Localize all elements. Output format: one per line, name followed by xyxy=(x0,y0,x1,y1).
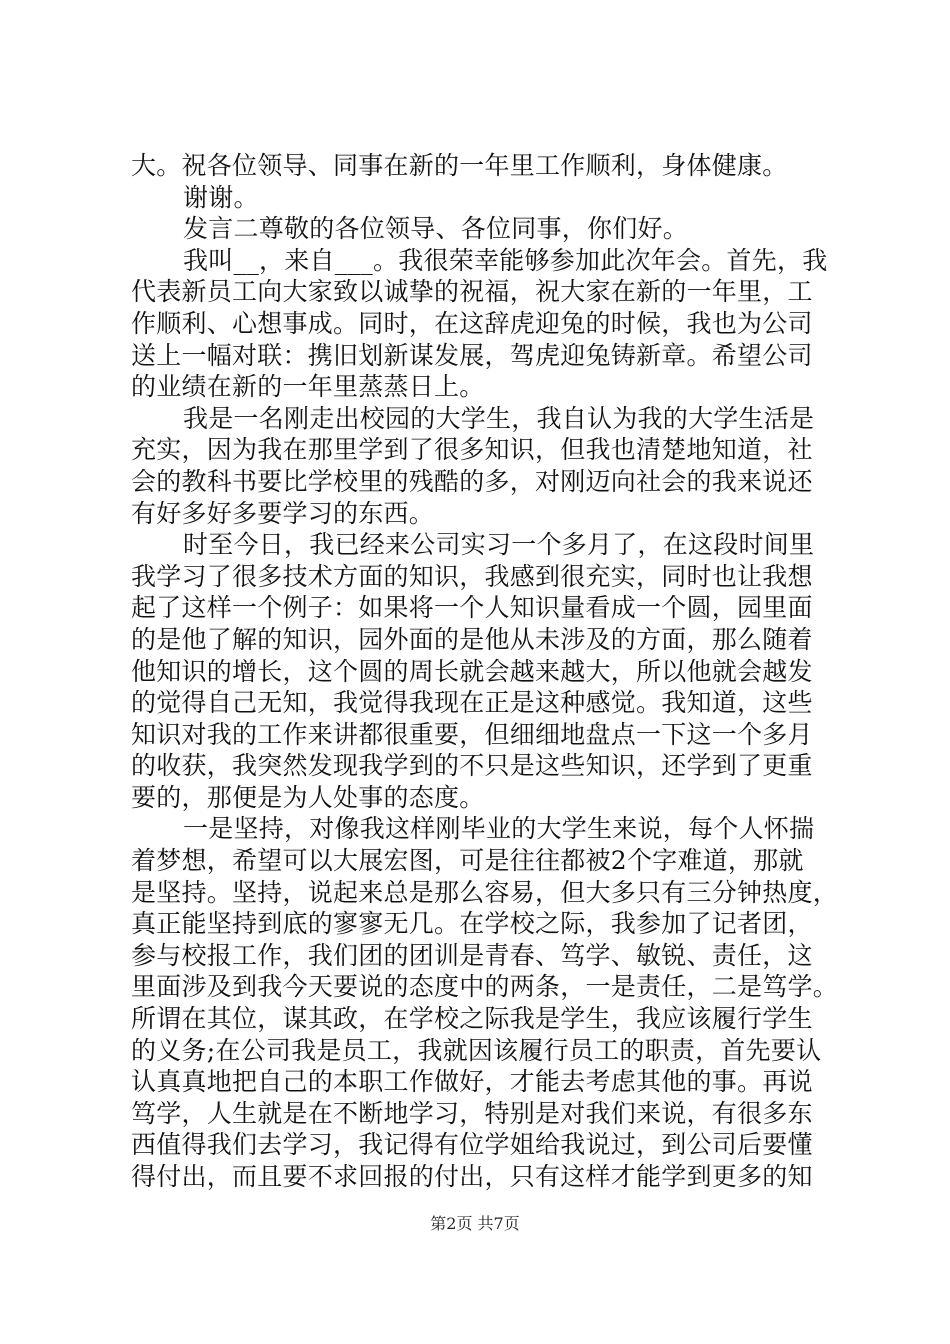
page-number-footer: 第2页 共7页 xyxy=(430,1214,520,1233)
text-line: 的觉得自己无知，我觉得我现在正是这种感觉。我知道，这些 xyxy=(131,688,813,718)
text-line: 谢谢。 xyxy=(183,182,259,212)
text-line: 起了这样一个例子：如果将一个人知识量看成一个圆，园里面 xyxy=(131,593,813,623)
document-body xyxy=(131,150,839,1193)
text-line: 的业绩在新的一年里蒸蒸日上。 xyxy=(131,372,485,402)
text-line: 作顺利、心想事成。同时，在这辞虎迎兔的时候，我也为公司 xyxy=(131,308,813,338)
text-line: 所谓在其位，谋其政，在学校之际我是学生，我应该履行学生 xyxy=(131,1004,813,1034)
text-line: 是坚持。坚持，说起来总是那么容易，但大多只有三分钟热度， xyxy=(131,877,839,907)
text-line: 认真真地把自己的本职工作做好，才能去考虑其他的事。再说 xyxy=(131,1067,813,1097)
text-line: 代表新员工向大家致以诚挚的祝福，祝大家在新的一年里，工 xyxy=(131,277,813,307)
text-line: 送上一幅对联：携旧划新谋发展，驾虎迎兔铸新章。希望公司 xyxy=(131,340,813,370)
text-line: 时至今日，我已经来公司实习一个多月了，在这段时间里 xyxy=(183,530,815,560)
text-line: 西值得我们去学习，我记得有位学姐给我说过，到公司后要懂 xyxy=(131,1130,813,1160)
text-line: 他知识的增长，这个圆的周长就会越来越大，所以他就会越发 xyxy=(131,656,813,686)
text-line: 里面涉及到我今天要说的态度中的两条，一是责任，二是笃学。 xyxy=(131,972,839,1002)
text-line: 我学习了很多技术方面的知识，我感到很充实，同时也让我想 xyxy=(131,561,813,591)
text-line: 的义务;在公司我是员工，我就因该履行员工的职责，首先要认 xyxy=(131,1035,822,1065)
text-line: 我是一名刚走出校园的大学生，我自认为我的大学生活是 xyxy=(183,403,815,433)
text-line: 要的，那便是为人处事的态度。 xyxy=(131,782,485,812)
text-line: 发言二尊敬的各位领导、各位同事，你们好。 xyxy=(183,214,689,244)
text-line: 知识对我的工作来讲都很重要，但细细地盘点一下这一个多月 xyxy=(131,719,813,749)
text-line: 真正能坚持到底的寥寥无几。在学校之际，我参加了记者团， xyxy=(131,909,813,939)
text-line: 着梦想，希望可以大展宏图，可是往往都被2个字难道，那就 xyxy=(131,846,804,876)
text-line: 笃学，人生就是在不断地学习，特别是对我们来说，有很多东 xyxy=(131,1098,813,1128)
text-line: 一是坚持，对像我这样刚毕业的大学生来说，每个人怀揣 xyxy=(183,814,815,844)
text-line: 会的教科书要比学校里的残酷的多，对刚迈向社会的我来说还 xyxy=(131,466,813,496)
text-line: 大。祝各位领导、同事在新的一年里工作顺利，身体健康。 xyxy=(131,151,788,180)
text-line: 有好多好多要学习的东西。 xyxy=(131,498,435,528)
text-line: 我叫__，来自___。我很荣幸能够参加此次年会。首先，我 xyxy=(183,245,828,275)
text-line: 参与校报工作，我们团的团训是青春、笃学、敏锐、责任，这 xyxy=(131,940,813,970)
text-line: 充实，因为我在那里学到了很多知识，但我也清楚地知道，社 xyxy=(131,435,813,465)
text-line: 的收获，我突然发现我学到的不只是这些知识，还学到了更重 xyxy=(131,751,813,781)
text-line: 的是他了解的知识，园外面的是他从未涉及的方面，那么随着 xyxy=(131,624,813,654)
text-line: 得付出，而且要不求回报的付出，只有这样才能学到更多的知 xyxy=(131,1162,813,1191)
